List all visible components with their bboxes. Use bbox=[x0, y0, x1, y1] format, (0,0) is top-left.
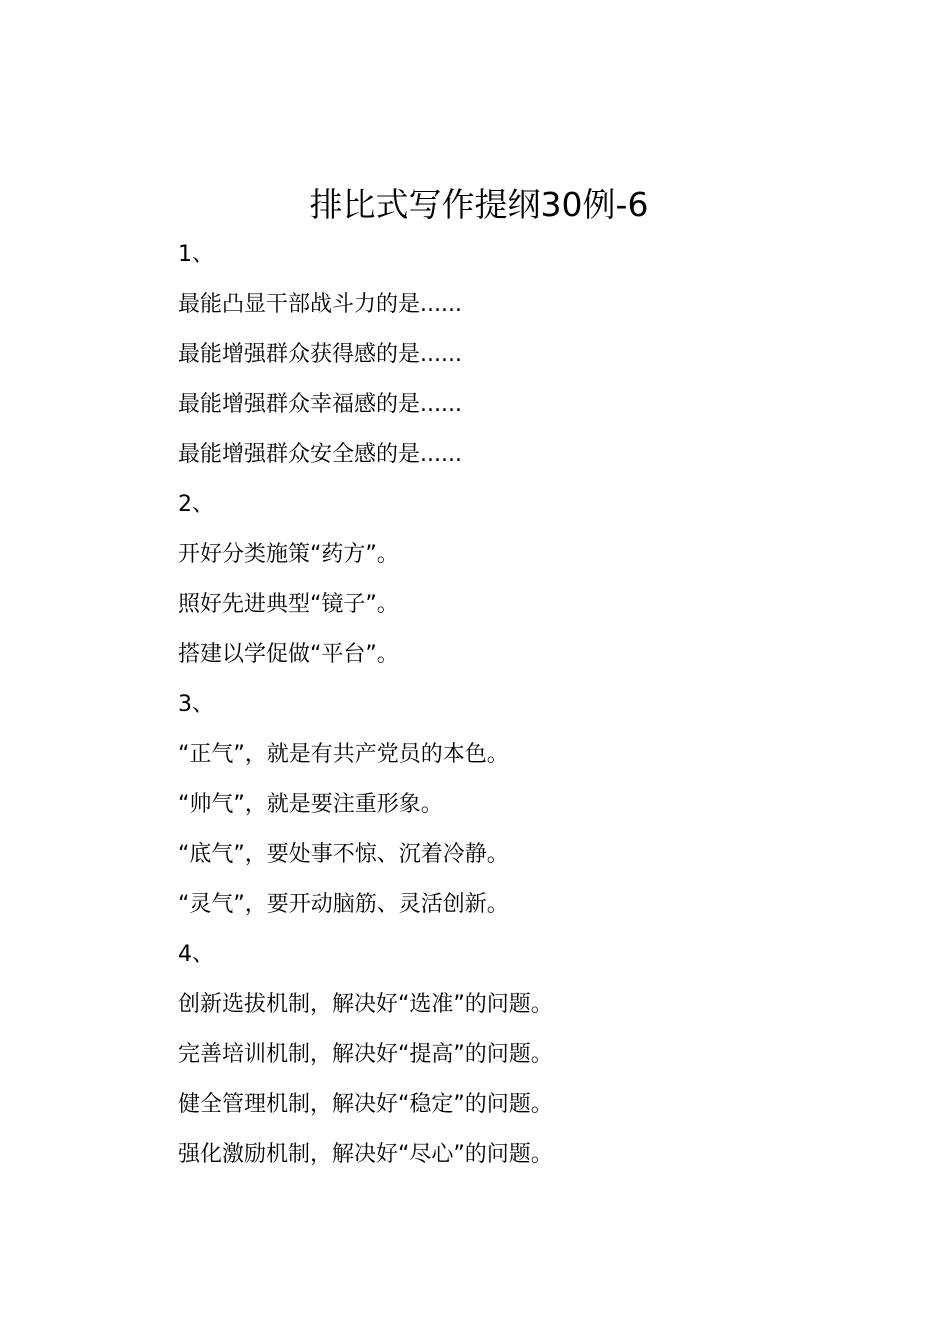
text-line: 最能增强群众安全感的是...... bbox=[178, 442, 462, 467]
document-body bbox=[178, 233, 898, 1183]
text-line: 完善培训机制，解决好“提高”的问题。 bbox=[178, 1042, 553, 1067]
text-line: “正气”，就是有共产党员的本色。 bbox=[178, 742, 509, 767]
text-line: 开好分类施策“药方”。 bbox=[178, 542, 399, 567]
text-line: “帅气”，就是要注重形象。 bbox=[178, 792, 443, 817]
section-number-4: 4、 bbox=[178, 942, 214, 967]
text-line: 最能增强群众获得感的是...... bbox=[178, 342, 462, 367]
text-line: 强化激励机制，解决好“尽心”的问题。 bbox=[178, 1142, 553, 1167]
text-line: 健全管理机制，解决好“稳定”的问题。 bbox=[178, 1092, 553, 1117]
section-number-2: 2、 bbox=[178, 492, 214, 517]
section-number-3: 3、 bbox=[178, 692, 214, 717]
text-line: “底气”，要处事不惊、沉着冷静。 bbox=[178, 842, 509, 867]
text-line: 最能增强群众幸福感的是...... bbox=[178, 392, 462, 417]
section-number-1: 1、 bbox=[178, 242, 214, 267]
document-title: 排比式写作提纲30例-6 bbox=[309, 185, 649, 224]
text-line: “灵气”，要开动脑筋、灵活创新。 bbox=[178, 892, 509, 917]
text-line: 创新选拔机制，解决好“选准”的问题。 bbox=[178, 992, 553, 1017]
text-line: 最能凸显干部战斗力的是...... bbox=[178, 292, 462, 317]
text-line: 搭建以学促做“平台”。 bbox=[178, 642, 399, 667]
text-line: 照好先进典型“镜子”。 bbox=[178, 592, 399, 617]
